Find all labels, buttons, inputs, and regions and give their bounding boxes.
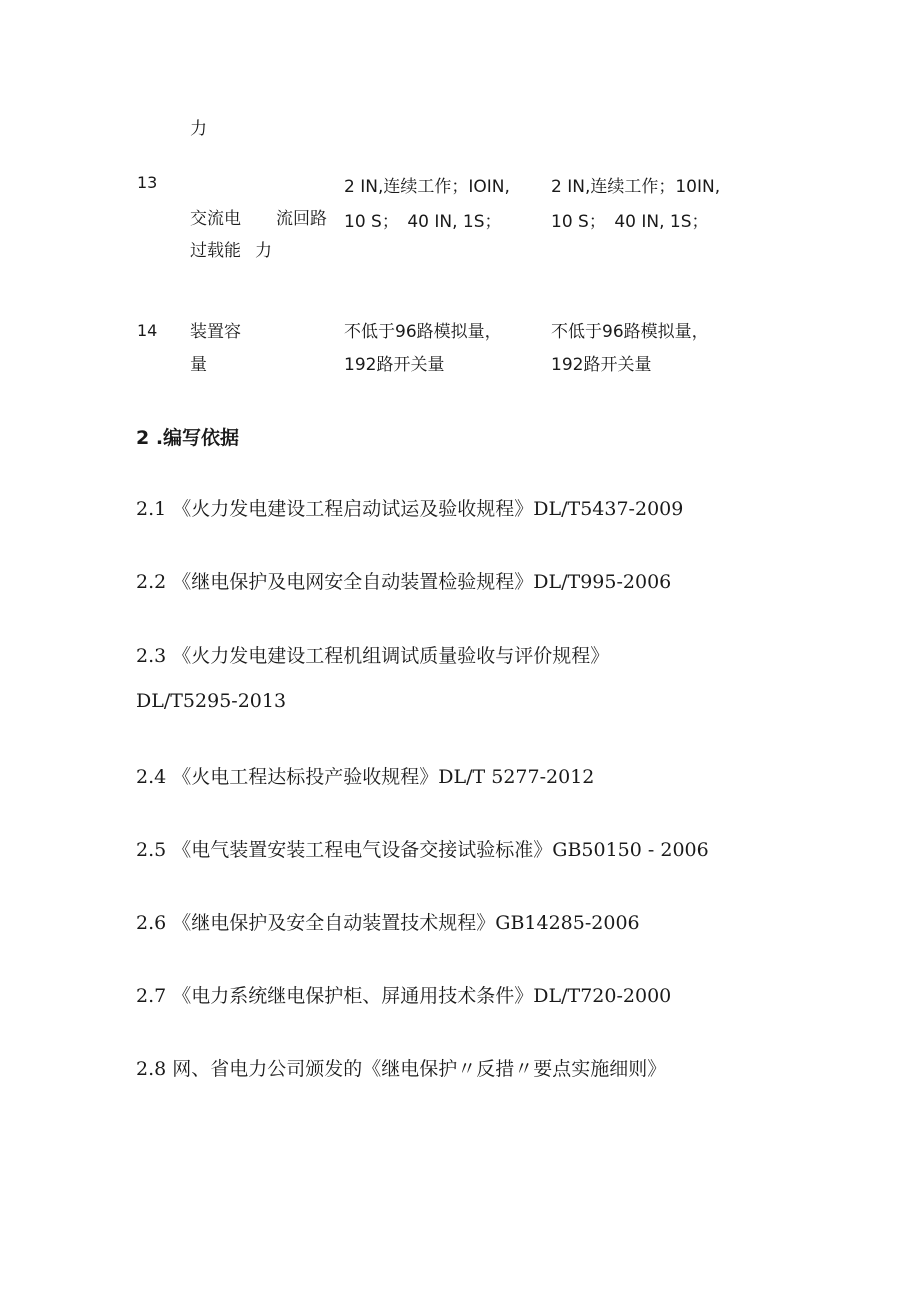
row14-number: 14 — [137, 321, 158, 340]
row12-label-tail: 力 — [190, 119, 207, 139]
reference-code: DL/T5437-2009 — [533, 498, 684, 520]
row13-number: 13 — [137, 173, 158, 192]
row13-col1-line1: 2 IN,连续工作；IOIN, — [344, 177, 510, 197]
reference-item — [136, 835, 709, 862]
row13-col2-line2: 10 S； 40 IN, 1S； — [551, 212, 709, 232]
reference-number: 2.8 — [136, 1058, 167, 1080]
row14-label-b: 量 — [190, 355, 207, 375]
row14-col2-line1: 不低于96路模拟量， — [551, 322, 709, 342]
reference-code: DL/T995-2006 — [533, 571, 672, 593]
reference-number: 2.5 — [136, 839, 167, 861]
reference-code: DL/T5295-2013 — [136, 690, 287, 712]
reference-item — [136, 641, 609, 668]
reference-code-wrapped — [136, 690, 286, 712]
reference-number: 2.3 — [136, 645, 167, 667]
reference-code: DL/T720-2000 — [533, 985, 672, 1007]
reference-title: 《电气装置安装工程电气设备交接试验标准》 — [172, 839, 553, 861]
reference-number: 2.6 — [136, 912, 167, 934]
row13-label-d: 力 — [255, 241, 272, 261]
row14-col1-line1: 不低于96路模拟量， — [344, 322, 502, 342]
reference-title: 《火力发电建设工程启动试运及验收规程》 — [172, 498, 534, 520]
row14-col2-line2: 192路开关量 — [551, 355, 652, 375]
reference-item — [136, 981, 671, 1008]
row13-label-a: 交流电 — [190, 209, 241, 229]
row13-col2-line1: 2 IN,连续工作；10IN, — [551, 177, 721, 197]
section-heading: 2 .编写依据 — [136, 427, 240, 449]
row13-col1-line2: 10 S； 40 IN, 1S； — [344, 212, 502, 232]
row14-label-a: 装置容 — [190, 322, 241, 342]
reference-number: 2.7 — [136, 985, 167, 1007]
reference-title: 《火电工程达标投产验收规程》 — [172, 766, 439, 788]
reference-title: 《继电保护及安全自动装置技术规程》 — [172, 912, 496, 934]
row13-label-b: 流回路 — [276, 209, 327, 229]
reference-title: 《火力发电建设工程机组调试质量验收与评价规程》 — [172, 645, 610, 667]
reference-number: 2.4 — [136, 766, 167, 788]
row14-col1-line2: 192路开关量 — [344, 355, 445, 375]
reference-item — [136, 567, 671, 594]
reference-code: GB50150 - 2006 — [552, 839, 709, 861]
reference-title: 《电力系统继电保护柜、屏通用技术条件》 — [172, 985, 534, 1007]
row13-label-c: 过载能 — [190, 241, 241, 261]
reference-item — [136, 908, 640, 935]
reference-title: 《继电保护及电网安全自动装置检验规程》 — [172, 571, 534, 593]
reference-item — [136, 762, 594, 789]
reference-number: 2.2 — [136, 571, 167, 593]
reference-code: DL/T 5277-2012 — [438, 766, 595, 788]
reference-number: 2.1 — [136, 498, 167, 520]
reference-code: GB14285-2006 — [495, 912, 640, 934]
reference-item — [136, 494, 683, 521]
reference-title: 网、省电力公司颁发的《继电保护〃反措〃要点实施细则》 — [172, 1058, 667, 1080]
reference-item — [136, 1054, 666, 1081]
